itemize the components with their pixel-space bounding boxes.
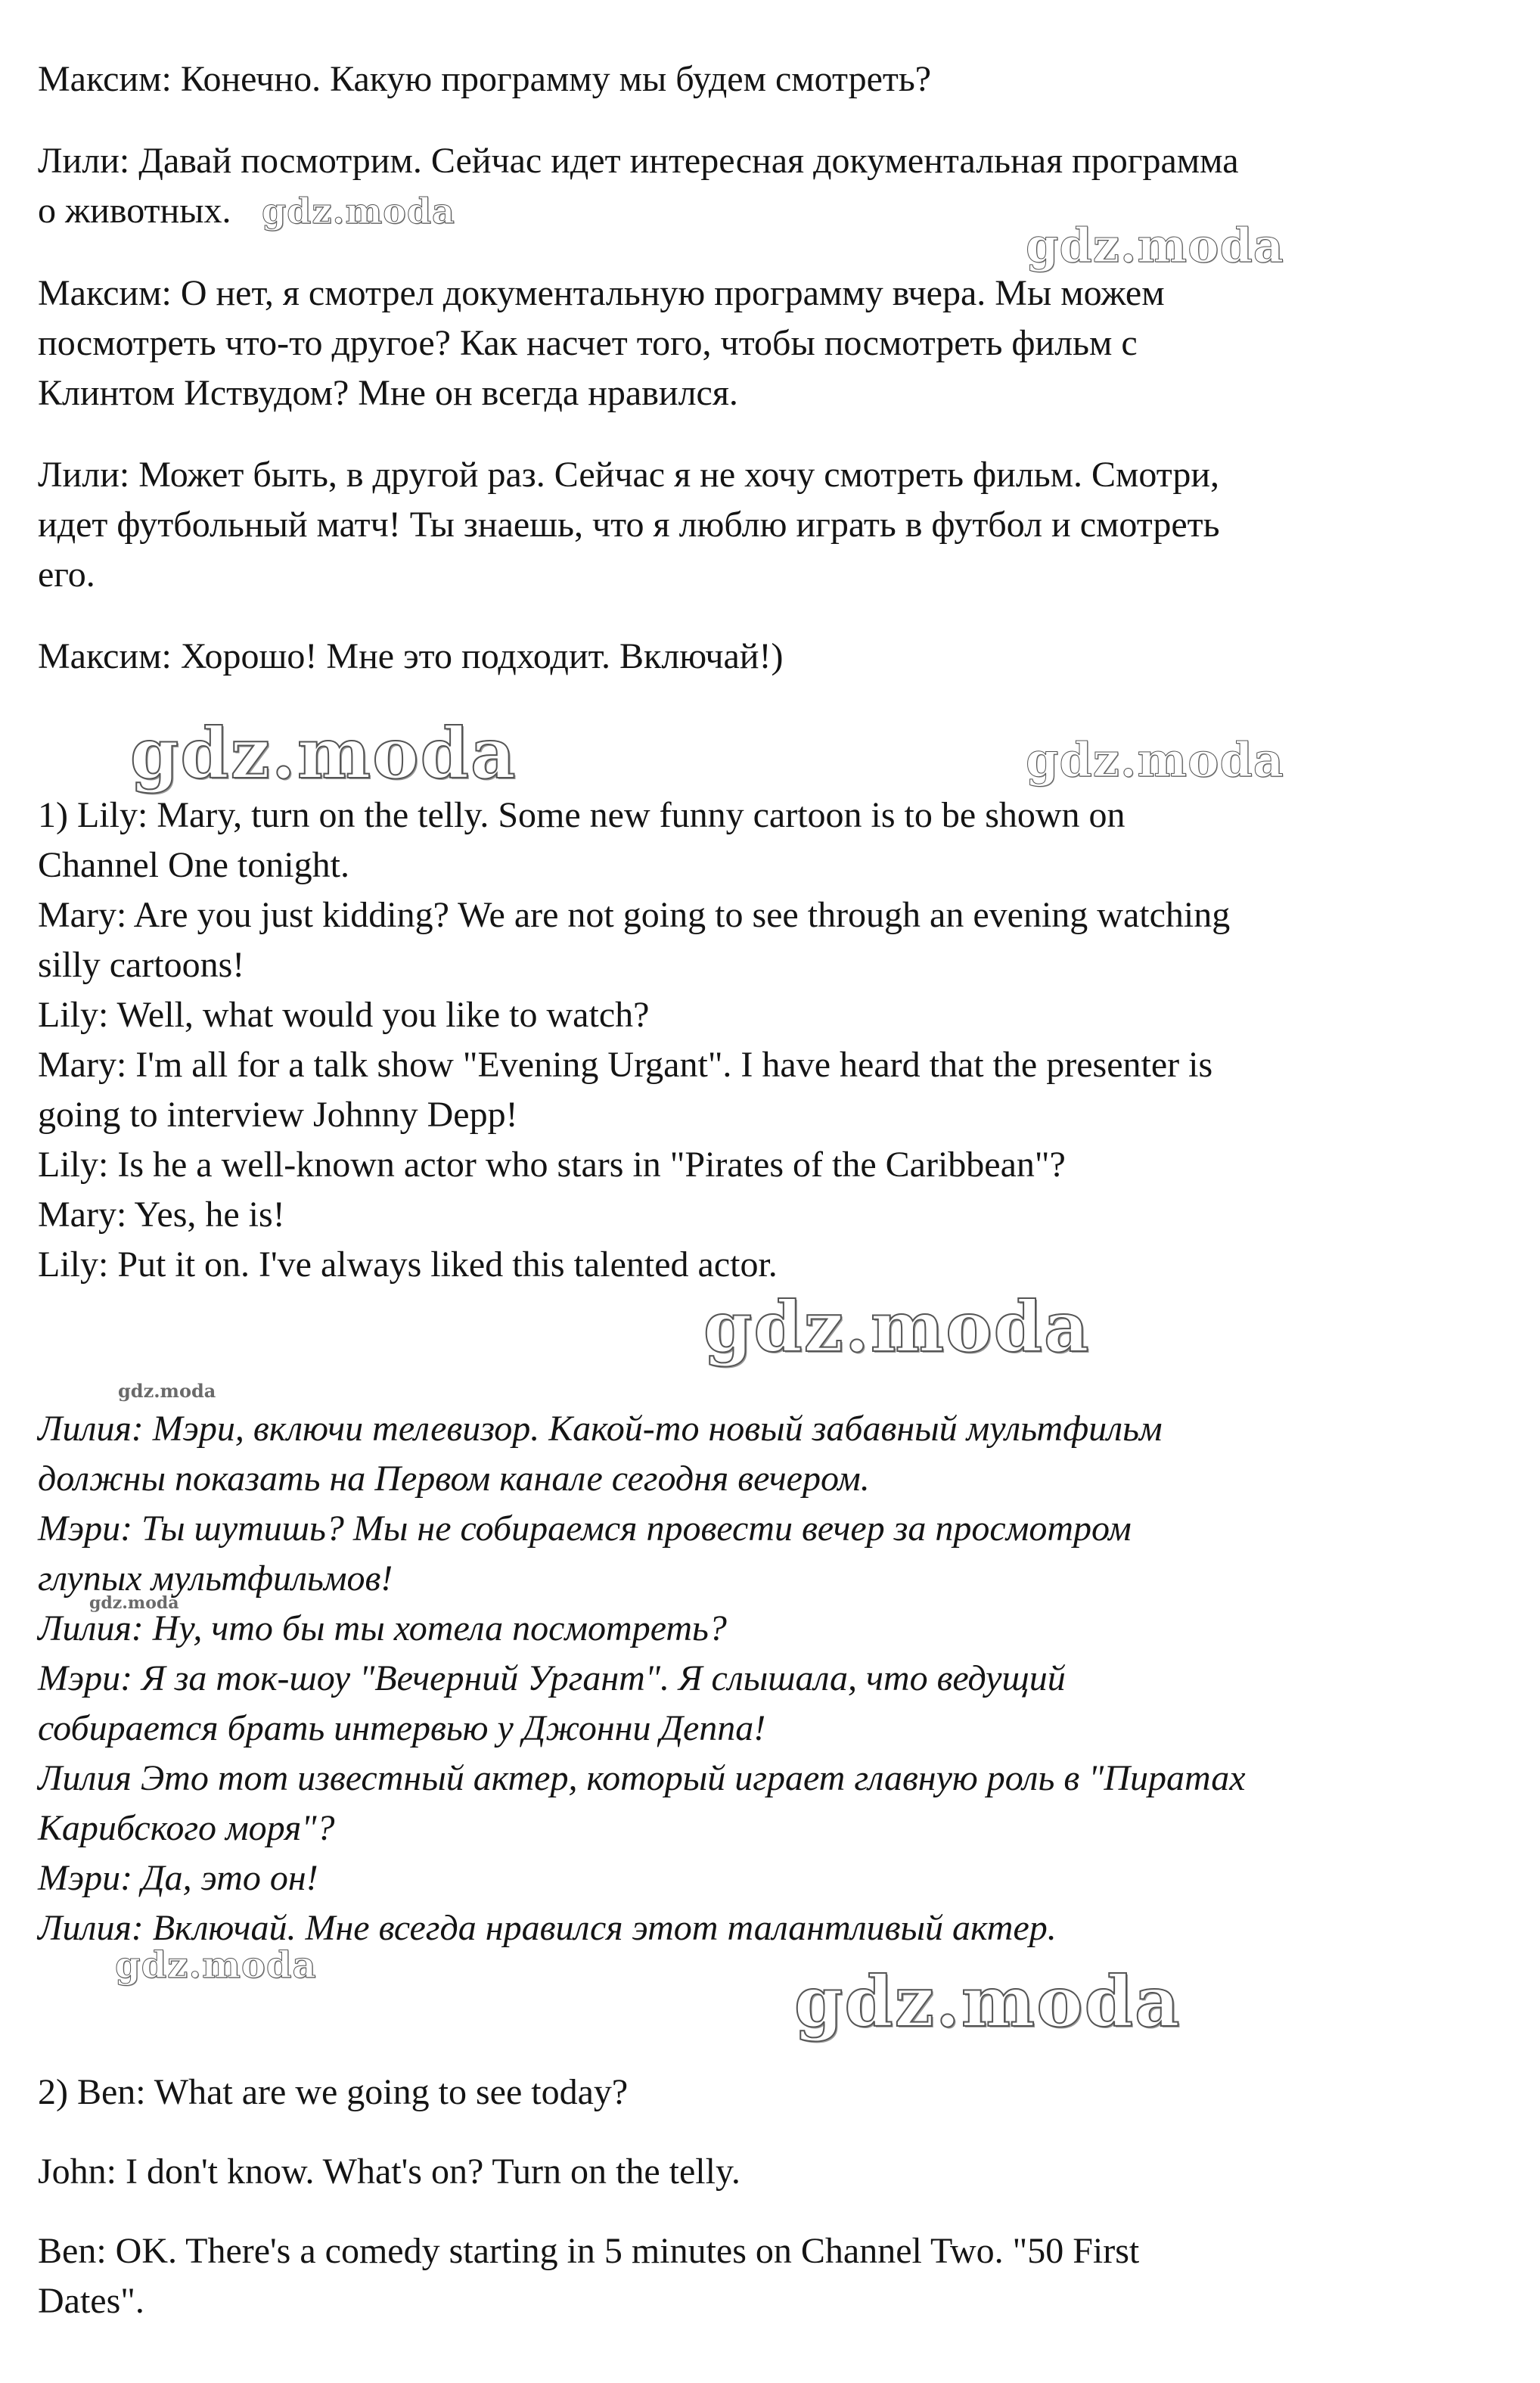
- text-line: его.: [38, 555, 95, 595]
- text-line: идет футбольный матч! Ты знаешь, что я люблю играть в футбол и смотреть: [38, 505, 1220, 545]
- text-line: Мэри: Я за ток-шоу "Вечерний Ургант". Я слышала, что ведущий: [38, 1658, 1066, 1698]
- text-line: Lily: Well, what would you like to watch?: [38, 995, 650, 1035]
- text-line: Mary: Are you just kidding? We are not going to see through an evening watching: [38, 895, 1231, 935]
- text-line: Dates".: [38, 2281, 144, 2321]
- watermark: gdz.moda: [115, 1944, 317, 1987]
- text-line: собирается брать интервью у Джонни Деппа!: [38, 1708, 766, 1748]
- text-line: должны показать на Первом канале сегодня вечером.: [38, 1459, 870, 1499]
- watermark: gdz.moda: [1026, 218, 1284, 273]
- text-line: silly cartoons!: [38, 945, 245, 985]
- text-line: Мэри: Ты шутишь? Мы не собираемся провести вечер за просмотром: [38, 1508, 1132, 1549]
- watermark: gdz.moda: [703, 1286, 1091, 1368]
- text-line: Максим: Хорошо! Мне это подходит. Включай!): [38, 636, 784, 676]
- text-line: John: I don't know. What's on? Turn on the telly.: [38, 2152, 741, 2192]
- watermark: gdz.moda: [130, 713, 517, 794]
- text-line: Mary: Yes, he is!: [38, 1195, 285, 1235]
- text-line: Лили: Может быть, в другой раз. Сейчас я не хочу смотреть фильм. Смотри,: [38, 455, 1220, 495]
- text-line: о животных.: [38, 191, 231, 231]
- watermark: gdz.moda: [118, 1380, 216, 1402]
- watermark: gdz.moda: [262, 191, 455, 231]
- text-line: Mary: I'm all for a talk show "Evening Urgant". I have heard that the presenter is: [38, 1045, 1213, 1085]
- text-line: going to interview Johnny Depp!: [38, 1095, 518, 1135]
- text-line: Lily: Put it on. I've always liked this talented actor.: [38, 1244, 778, 1285]
- text-line: Ben: OK. There's a comedy starting in 5 minutes on Channel Two. "50 First: [38, 2231, 1140, 2271]
- text-line: глупых мультфильмов!: [38, 1558, 393, 1599]
- text-line: Клинтом Иствудом? Мне он всегда нравился.: [38, 373, 738, 413]
- watermark: gdz.moda: [1026, 732, 1284, 788]
- text-line: 2) Ben: What are we going to see today?: [38, 2072, 629, 2112]
- text-line: Лилия Это тот известный актер, который играет главную роль в "Пиратах: [38, 1758, 1246, 1798]
- text-line: Лилия: Мэри, включи телевизор. Какой-то новый забавный мультфильм: [38, 1409, 1163, 1449]
- text-line: Карибского моря"?: [38, 1808, 335, 1848]
- watermark: gdz.moda: [794, 1961, 1181, 2043]
- text-line: Максим: Конечно. Какую программу мы будем смотреть?: [38, 59, 932, 99]
- text-line: Мэри: Да, это он!: [38, 1858, 318, 1898]
- text-line: 1) Lily: Mary, turn on the telly. Some new funny cartoon is to be shown on: [38, 795, 1126, 835]
- text-line: Максим: О нет, я смотрел документальную программу вчера. Мы можем: [38, 273, 1165, 313]
- text-line: Лилия: Ну, что бы ты хотела посмотреть?: [38, 1608, 727, 1648]
- text-line: Лилия: Включай. Мне всегда нравился этот талантливый актер.: [38, 1908, 1057, 1948]
- text-line: Channel One tonight.: [38, 845, 349, 885]
- text-line: Лили: Давай посмотрим. Сейчас идет интересная документальная программа: [38, 141, 1239, 181]
- watermark: gdz.moda: [89, 1593, 179, 1613]
- text-line: посмотреть что-то другое? Как насчет того, чтобы посмотреть фильм с: [38, 323, 1138, 363]
- text-line: Lily: Is he a well-known actor who stars in "Pirates of the Caribbean"?: [38, 1145, 1066, 1185]
